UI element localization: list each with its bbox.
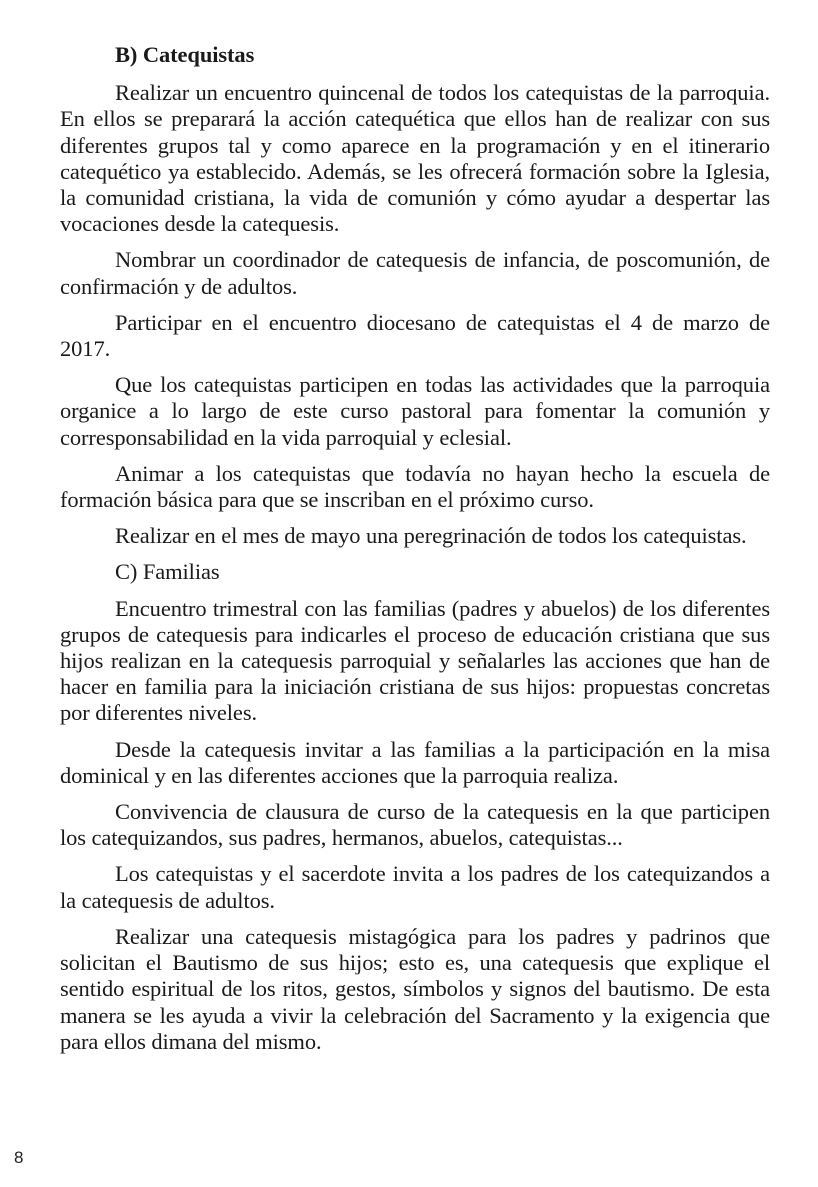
paragraph: Los catequistas y el sacerdote invita a los padres de los catequizandos a la catequesis de adultos. [60, 861, 770, 913]
paragraph: Animar a los catequistas que todavía no hayan hecho la escuela de formación básica para que se inscriban en el próximo curso. [60, 460, 770, 513]
paragraph: Que los catequistas participen en todas las actividades que la parroquia organice a lo largo de este curso pastoral para fomentar la comunión y corresponsabilidad en la vida parroquial y eclesial. [60, 372, 770, 450]
section-heading-catequistas: B) Catequistas [115, 42, 255, 67]
paragraph: Realizar en el mes de mayo una peregrinación de todos los catequistas. [115, 523, 747, 549]
page-number: 8 [14, 1148, 24, 1167]
paragraph: Realizar una catequesis mistagógica para los padres y padrinos que solicitan el Bautismo de sus hijos; esto es, una catequesis que explique el sentido espiritual de los ritos, gestos, símbolos y signos del bautismo. De esta manera se les ayuda a vivir la celebración del Sacramento y la exigencia que para ellos dimana del mismo. [60, 923, 770, 1054]
paragraph: Nombrar un coordinador de catequesis de infancia, de poscomunión, de confirmación y de adultos. [60, 247, 770, 299]
section-heading-familias: C) Familias [115, 559, 220, 585]
document-page [60, 42, 770, 1065]
paragraph: Realizar un encuentro quincenal de todos los catequistas de la parroquia. En ellos se preparará la acción catequética que ellos han de realizar con sus diferentes grupos tal y como aparece en la programación y en el itinerario catequético ya establecido. Además, se les ofrecerá formación sobre la Iglesia, la comunidad cristiana, la vida de comunión y cómo ayudar a despertar las vocaciones desde la catequesis. [60, 80, 770, 237]
paragraph: Participar en el encuentro diocesano de catequistas el 4 de marzo de 2017. [60, 309, 770, 362]
paragraph: Encuentro trimestral con las familias (padres y abuelos) de los diferentes grupos de catequesis para indicarles el proceso de educación cristiana que sus hijos realizan en la catequesis parroquial y señalarles las acciones que han de hacer en familia para la iniciación cristiana de sus hijos: propuestas concretas por diferentes niveles. [60, 595, 770, 726]
paragraph: Convivencia de clausura de curso de la catequesis en la que participen los catequizandos, sus padres, hermanos, abuelos, catequistas... [60, 799, 770, 851]
paragraph: Desde la catequesis invitar a las familias a la participación en la misa dominical y en las diferentes acciones que la parroquia realiza. [60, 736, 770, 788]
